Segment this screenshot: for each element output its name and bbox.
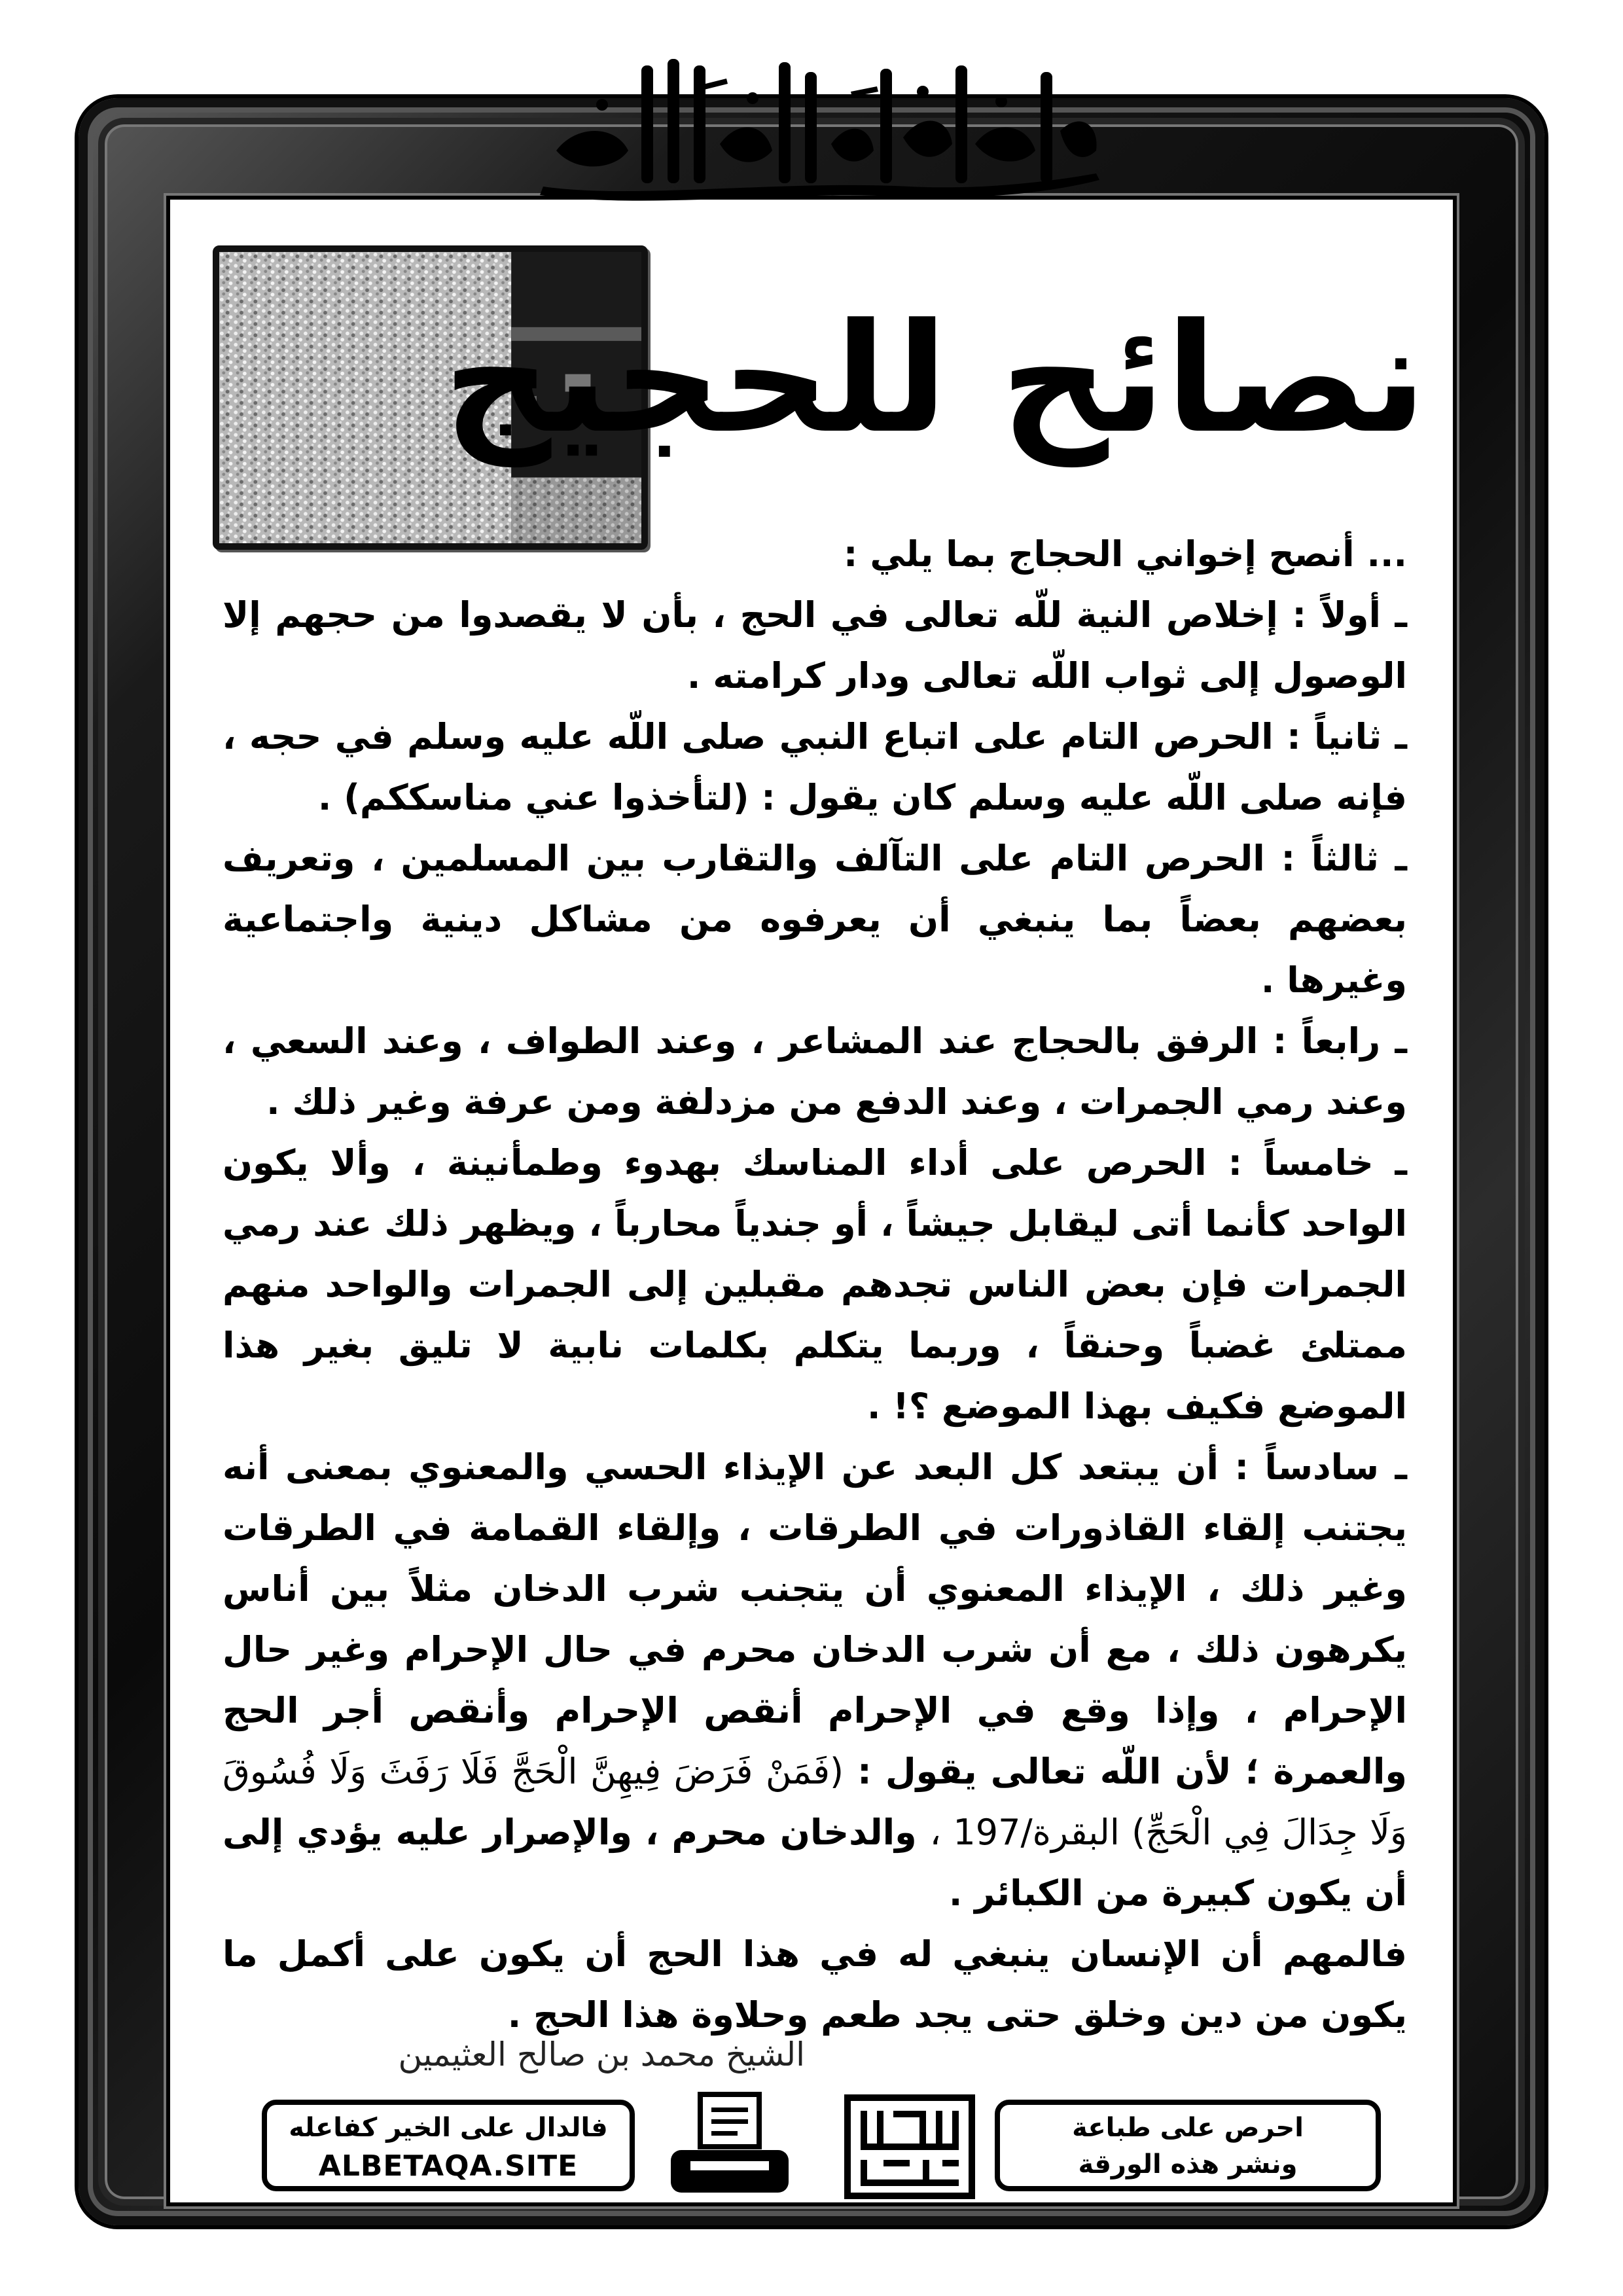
footer-print-line2: ونشر هذه الورقة	[1078, 2149, 1298, 2179]
advice-text	[223, 524, 1407, 2045]
footer-print-box	[995, 2100, 1381, 2191]
closing-paragraph: فالمهم أن الإنسان ينبغي له في هذا الحج أن يكون على أكمل ما يكون من دين وخلق حتى يجد طعم وحلاوة هذا الحج .	[223, 1933, 1407, 2036]
printer-icon	[664, 2088, 795, 2206]
advice-item-2: ـ ثانياً : الحرص التام على اتباع النبي صلى اللّه عليه وسلم في حجه ، فإنه صلى اللّه عليه وسلم كان يقول : (لتأخذوا عني مناسككم) .	[223, 716, 1407, 818]
advice-item-6-conclusion: والدخان محرم ، والإصرار عليه يؤدي إلى أن يكون كبيرة من الكبائر .	[223, 1812, 1407, 1914]
advice-item-4: ـ رابعاً : الرفق بالحجاج عند المشاعر ، وعند الطواف ، وعند السعي ، وعند رمي الجمرات ، وعند الدفع من مزدلفة ومن عرفة وغير ذلك .	[223, 1020, 1407, 1122]
intro-line: ... أنصح إخواني الحجاج بما يلي :	[843, 533, 1407, 575]
advice-item-6-text: ـ سادساً : أن يبتعد كل البعد عن الإيذاء الحسي والمعنوي بمعنى أنه يجتنب إلقاء القاذورات في الطرقات ، وإلقاء القمامة في الطرقات وغير ذلك ، الإيذاء المعنوي أن يتجنب شرب الدخان مثلاً بين أناس يكرهون ذلك ، مع أن شرب الدخان محرم في حال الإحرام وغير حال الإحرام ، وإذا وقع في الإحرام أنقص الإحرام وأنقص أجر الحج والعمرة ؛ لأن اللّه تعالى يقول :	[223, 1446, 1407, 1792]
quran-verse: (فَمَنْ فَرَضَ فِيهِنَّ الْحَجَّ فَلَا رَفَثَ وَلَا فُسُوقَ وَلَا جِدَالَ فِي الْحَجِّ) البقرة/197 ،	[223, 1751, 1407, 1853]
footer-print-line1: احرص على طباعة	[1072, 2113, 1304, 2143]
advice-item-5: ـ خامساً : الحرص على أداء المناسك بهدوء وطمأنينة ، وألا يكون الواحد كأنما أتى ليقابل جيشاً ، أو جندياً محارباً ، ويظهر ذلك عند رمي الجمرات فإن بعض الناس تجدهم مقبلين إلى الجمرات والواحد منهم ممتلئ غضباً وحنقاً ، وربما يتكلم بكلمات نابية لا تليق بغير هذا الموضع فكيف بهذا الموضع ؟! .	[223, 1142, 1407, 1427]
footer-bar	[262, 2088, 1381, 2206]
basmala-calligraphy-icon	[504, 46, 1119, 209]
footer-site-box	[262, 2100, 635, 2191]
advice-item-3: ـ ثالثاً : الحرص التام على التآلف والتقارب بين المسلمين ، وتعريف بعضهم بعضاً بما ينبغي أن يعرفوه من مشاكل دينية واجتماعية وغيرها .	[223, 838, 1407, 1001]
footer-site-link[interactable]: ALBETAQA.SITE	[318, 2149, 579, 2183]
calligraphy-logo-icon	[838, 2088, 982, 2206]
author-name: الشيخ محمد بن صالح العثيمين	[398, 2036, 805, 2073]
advice-item-6	[223, 1437, 1407, 1924]
advice-item-1: ـ أولاً : إخلاص النية للّه تعالى في الحج ، بأن لا يقصدوا من حجهم إلا الوصول إلى ثواب اللّه تعالى ودار كرامته .	[223, 594, 1407, 696]
footer-slogan: فالدال على الخير كفاعله	[289, 2113, 608, 2143]
page-title: نصائح للحجيج	[443, 292, 1427, 467]
